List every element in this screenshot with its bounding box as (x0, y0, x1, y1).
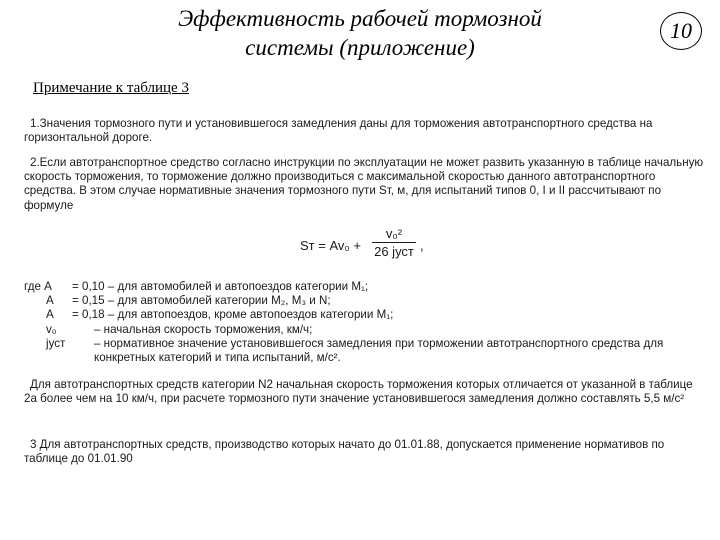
definition-row (24, 308, 714, 322)
paragraph-1: 1.Значения тормозного пути и установившегося замедления даны для торможения автотранспортного средства на горизонтальной дороге. (24, 117, 653, 145)
definition-symbol: A (46, 294, 54, 308)
slide-number-badge: 10 (660, 12, 702, 50)
formula-comma: , (420, 238, 424, 253)
definition-text: – нормативное значение установившегося замедления при торможении автотранспортного средства для конкретных категорий и типа испытаний, м/с². (94, 336, 664, 364)
title-line-1: Эффективность рабочей тормозной (178, 6, 542, 31)
definition-row (24, 280, 714, 294)
definition-row (24, 323, 714, 337)
definition-symbol: jуст (46, 336, 66, 350)
definition-text: = 0,10 – для автомобилей и автопоездов категории M₁; (72, 280, 369, 293)
definition-row (24, 294, 714, 308)
braking-distance-formula (300, 226, 430, 270)
definition-symbol: где A (24, 280, 52, 293)
paragraph-3: Для автотранспортных средств категории N2 начальная скорость торможения которых отличается от указанной в таблице 2а более чем на 10 км/ч, при расчете тормозного пути значение установившегося замедления должно составлять 5,5 м/с² (24, 378, 693, 406)
definition-symbol: v₀ (46, 322, 57, 336)
definition-row (24, 337, 714, 365)
formula-denominator: 26 jуст (374, 244, 414, 259)
formula-fraction (372, 226, 416, 261)
definition-text: = 0,15 – для автомобилей категории M₂, M₃ и N; (72, 294, 331, 308)
formula-numerator: v₀² (372, 226, 416, 243)
title-line-2: системы (приложение) (245, 35, 475, 60)
note-title: Примечание к таблице 3 (33, 80, 189, 96)
paragraph-4: 3 Для автотранспортных средств, производство которых начато до 01.01.88, допускается применение нормативов по таблице до 01.01.90 (24, 438, 665, 466)
definitions-list (24, 280, 714, 365)
definition-symbol: A (46, 308, 54, 322)
paragraph-2: 2.Если автотранспортное средство согласно инструкции по эксплуатации не может развить указанную в таблице начальную скорость торможения, то торможение должно производиться с максимальной скоростью данного автотранспортного средства. В этом случае нормативные значения тормозного пути Sт, м, для испытаний типов 0, I и II рассчитывают по формуле (24, 156, 704, 212)
formula-lhs: Sт = Av₀ + (300, 238, 361, 253)
definition-text: – начальная скорость торможения, км/ч; (94, 322, 313, 336)
title (140, 4, 580, 62)
definition-text: = 0,18 – для автопоездов, кроме автопоездов категории M₁; (72, 308, 394, 322)
